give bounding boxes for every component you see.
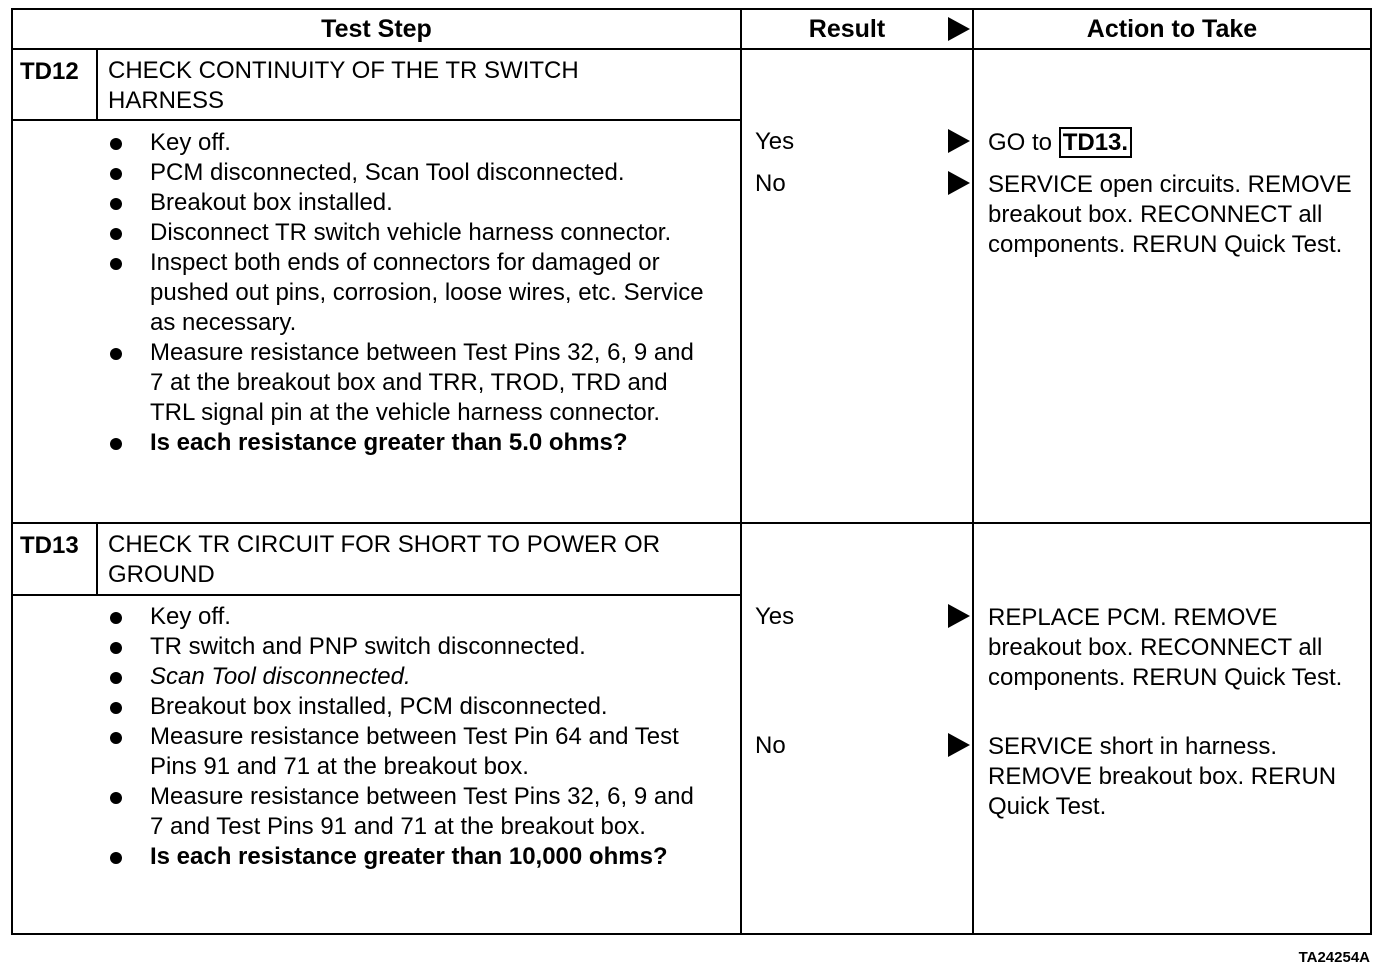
arrow-icon: [948, 733, 970, 757]
list-item: Measure resistance between Test Pins 32, 6, 9 and 7 and Test Pins 91 and 71 at the breakout box.: [110, 782, 710, 842]
header-arrow-icon: [948, 17, 970, 41]
td12-bullet-list: [110, 128, 710, 458]
action-td12-no: SERVICE open circuits. REMOVE breakout box. RECONNECT all components. RERUN Quick Test.: [988, 171, 1352, 258]
td13-id-divider: [96, 522, 98, 596]
header-action: Action to Take: [1086, 14, 1258, 43]
header-divider: [11, 48, 1372, 50]
td13-bullet-list: [110, 602, 710, 872]
list-item: Is each resistance greater than 5.0 ohms?: [110, 428, 710, 458]
divider-action-column: [972, 8, 974, 935]
step-title-td13: CHECK TR CIRCUIT FOR SHORT TO POWER OR GROUND: [108, 531, 661, 588]
action-prefix: GO to: [988, 129, 1053, 156]
td13-title-divider: [11, 594, 742, 596]
arrow-icon: [948, 171, 970, 195]
step-id-td13: TD13: [20, 532, 79, 559]
result-no-td13: No: [755, 732, 786, 759]
list-item: Measure resistance between Test Pins 32, 6, 9 and 7 at the breakout box and TRR, TROD, TRD and TRL signal pin at the vehicle harness connector.: [110, 338, 710, 428]
result-no-td12: No: [755, 170, 786, 197]
row-divider: [11, 522, 1372, 524]
header-result: Result: [808, 14, 886, 43]
list-item: Scan Tool disconnected.: [110, 662, 710, 692]
list-item: Disconnect TR switch vehicle harness connector.: [110, 218, 710, 248]
arrow-icon: [948, 604, 970, 628]
arrow-icon: [948, 129, 970, 153]
step-reference-td13[interactable]: TD13.: [1059, 127, 1132, 158]
action-td13-yes: REPLACE PCM. REMOVE breakout box. RECONNECT all components. RERUN Quick Test.: [988, 604, 1343, 691]
list-item: Key off.: [110, 128, 710, 158]
list-item: Inspect both ends of connectors for damaged or pushed out pins, corrosion, loose wires, etc. Service as necessary.: [110, 248, 710, 338]
action-td13-no: SERVICE short in harness. REMOVE breakout box. RERUN Quick Test.: [988, 733, 1337, 820]
figure-code: TA24254A: [1298, 949, 1370, 966]
step-id-td12: TD12: [20, 58, 79, 85]
step-title-td12: CHECK CONTINUITY OF THE TR SWITCH HARNESS: [108, 57, 579, 114]
result-yes-td12: Yes: [755, 128, 795, 155]
list-item: Breakout box installed.: [110, 188, 710, 218]
td12-title-divider: [11, 119, 742, 121]
divider-result-column: [740, 8, 742, 935]
td12-id-divider: [96, 48, 98, 121]
list-item: Breakout box installed, PCM disconnected.: [110, 692, 710, 722]
list-item: Key off.: [110, 602, 710, 632]
list-item: Measure resistance between Test Pin 64 and Test Pins 91 and 71 at the breakout box.: [110, 722, 710, 782]
list-item: PCM disconnected, Scan Tool disconnected.: [110, 158, 710, 188]
result-yes-td13: Yes: [755, 603, 795, 630]
action-td12-yes: [988, 128, 1363, 158]
list-item: TR switch and PNP switch disconnected.: [110, 632, 710, 662]
list-item: Is each resistance greater than 10,000 ohms?: [110, 842, 710, 872]
header-test-step: Test Step: [321, 14, 432, 43]
